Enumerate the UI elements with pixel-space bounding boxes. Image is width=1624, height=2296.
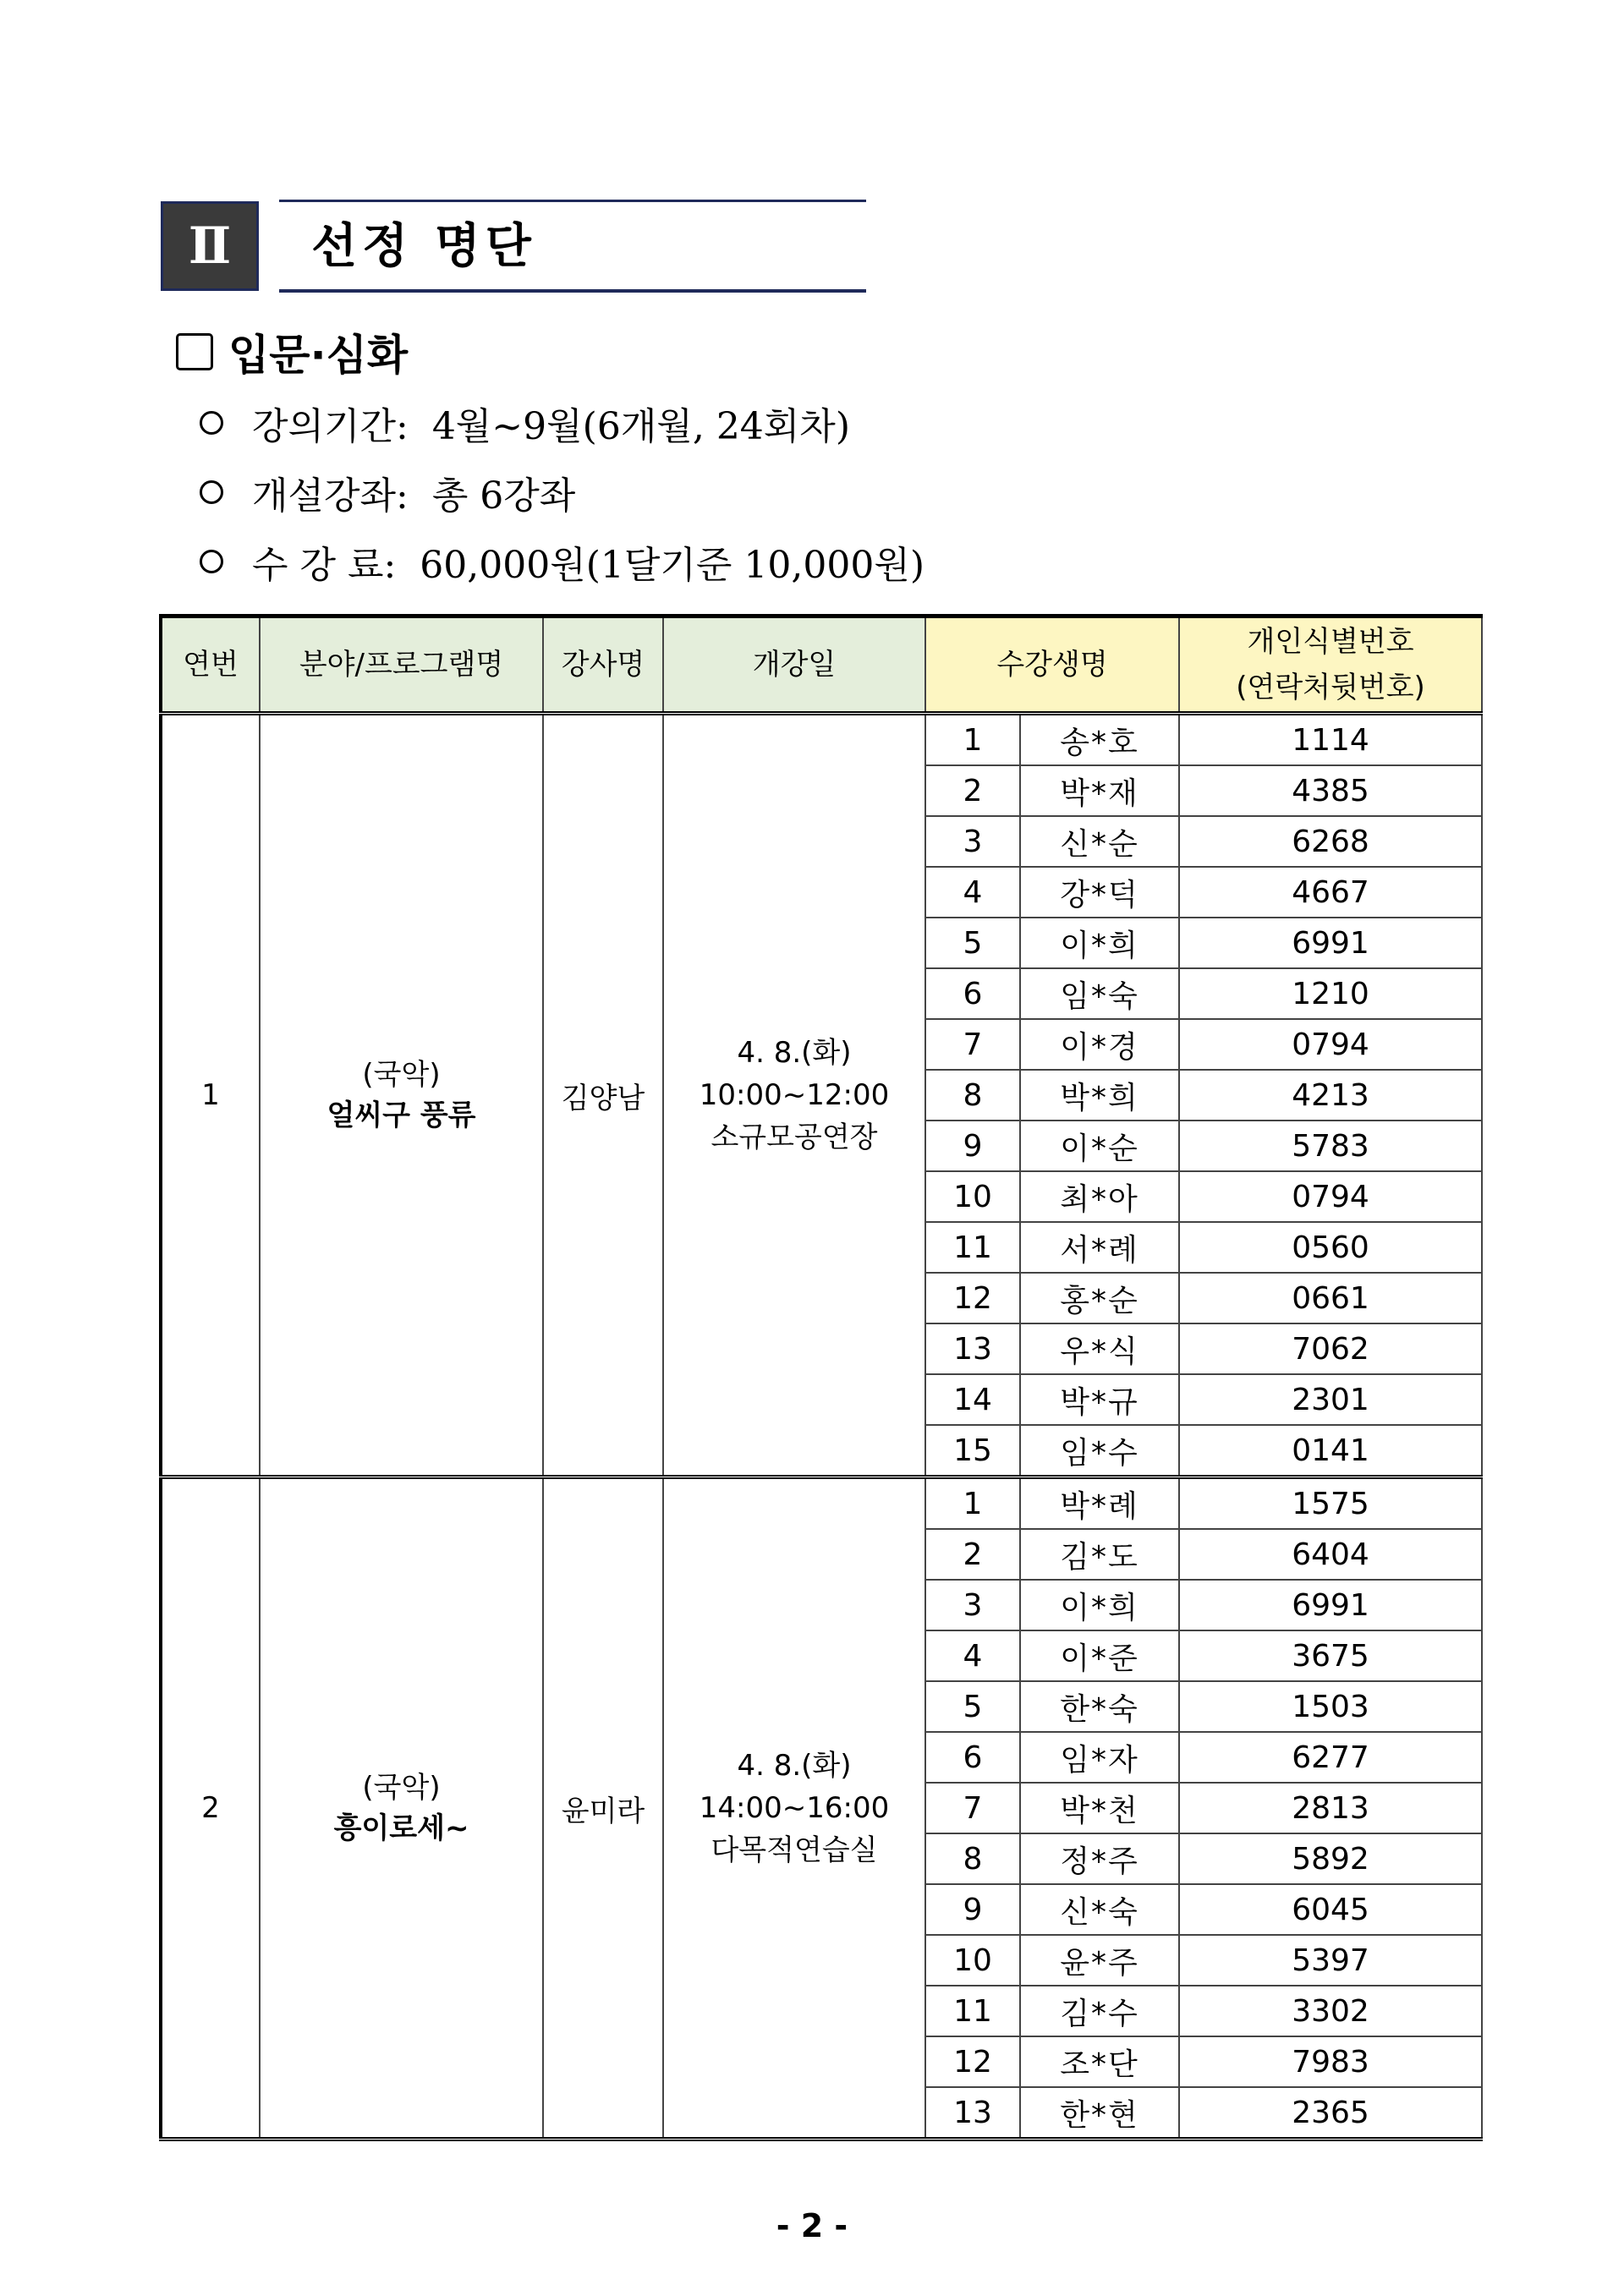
student-number: 13 [925, 1323, 1020, 1374]
student-id: 0794 [1179, 1019, 1482, 1070]
student-id: 1503 [1179, 1681, 1482, 1732]
opening-cell [663, 1477, 925, 2140]
student-name: 최*아 [1020, 1171, 1179, 1222]
instructor-cell [543, 1477, 663, 2140]
student-number: 7 [925, 1019, 1020, 1070]
student-number: 4 [925, 867, 1020, 918]
student-number: 11 [925, 1986, 1020, 2036]
circle-bullet-icon [200, 480, 223, 504]
student-name: 이*희 [1020, 1580, 1179, 1630]
student-number: 10 [925, 1935, 1020, 1986]
student-name: 신*순 [1020, 816, 1179, 867]
student-name: 박*천 [1020, 1783, 1179, 1833]
student-number: 13 [925, 2087, 1020, 2140]
student-id: 0794 [1179, 1171, 1482, 1222]
student-name: 박*규 [1020, 1374, 1179, 1425]
student-name: 이*순 [1020, 1121, 1179, 1171]
student-name: 박*재 [1020, 765, 1179, 816]
instructor-name: 김양남 [561, 1081, 645, 1115]
student-name: 신*숙 [1020, 1884, 1179, 1935]
instructor-name: 윤미라 [561, 1794, 645, 1828]
student-id: 4667 [1179, 867, 1482, 918]
student-number: 9 [925, 1884, 1020, 1935]
student-number: 1 [925, 1477, 1020, 1530]
student-id: 6404 [1179, 1529, 1482, 1580]
header-opening: 개강일 [663, 616, 925, 714]
opening-time: 14:00~16:00 [699, 1791, 890, 1825]
student-name: 조*단 [1020, 2036, 1179, 2087]
header-program: 분야/프로그램명 [260, 616, 543, 714]
header-instructor: 강사명 [543, 616, 663, 714]
student-id: 3302 [1179, 1986, 1482, 2036]
student-number: 6 [925, 968, 1020, 1019]
header-no: 연번 [161, 616, 260, 714]
program-cell [260, 1477, 543, 2140]
student-number: 5 [925, 1681, 1020, 1732]
header-id-line1: 개인식별번호 [1247, 625, 1414, 659]
student-number: 12 [925, 1273, 1020, 1323]
program-cell [260, 714, 543, 1477]
section-number-badge: Ⅱ [161, 201, 259, 291]
student-number: 5 [925, 918, 1020, 968]
student-name: 이*경 [1020, 1019, 1179, 1070]
student-id: 3675 [1179, 1630, 1482, 1681]
student-number: 10 [925, 1171, 1020, 1222]
program-category: (국악) [362, 1058, 441, 1092]
student-id: 0560 [1179, 1222, 1482, 1273]
student-number: 9 [925, 1121, 1020, 1171]
table-row [161, 1477, 1482, 1530]
opening-time: 10:00~12:00 [699, 1078, 890, 1112]
group-number: 1 [201, 1078, 220, 1112]
student-id: 2365 [1179, 2087, 1482, 2140]
student-id: 4385 [1179, 765, 1482, 816]
header-id [1179, 616, 1482, 714]
student-name: 윤*주 [1020, 1935, 1179, 1986]
subsection-title: 입문·심화 [228, 331, 409, 380]
student-number: 3 [925, 816, 1020, 867]
opening-place: 다목적연습실 [710, 1833, 878, 1867]
page-number: - 2 - [776, 2207, 848, 2244]
student-number: 8 [925, 1070, 1020, 1121]
header-students: 수강생명 [925, 616, 1179, 714]
bullet-text: 강의기간: 4월~9월(6개월, 24회차) [252, 405, 850, 448]
student-id: 6991 [1179, 918, 1482, 968]
student-id: 6991 [1179, 1580, 1482, 1630]
section-title: 선정 명단 [311, 219, 536, 274]
student-number: 3 [925, 1580, 1020, 1630]
student-name: 이*준 [1020, 1630, 1179, 1681]
section-heading [161, 200, 868, 294]
student-name: 강*덕 [1020, 867, 1179, 918]
student-id: 1575 [1179, 1477, 1482, 1530]
student-number: 8 [925, 1833, 1020, 1884]
student-id: 5397 [1179, 1935, 1482, 1986]
student-name: 임*숙 [1020, 968, 1179, 1019]
square-bullet-icon [176, 333, 213, 370]
student-name: 김*도 [1020, 1529, 1179, 1580]
student-name: 박*희 [1020, 1070, 1179, 1121]
subsection-heading [176, 326, 409, 380]
student-id: 0141 [1179, 1425, 1482, 1477]
student-number: 4 [925, 1630, 1020, 1681]
header-id-line2: (연락처뒷번호) [1236, 671, 1425, 704]
student-id: 2301 [1179, 1374, 1482, 1425]
student-number: 14 [925, 1374, 1020, 1425]
bullet-item [200, 467, 575, 518]
student-id: 7062 [1179, 1323, 1482, 1374]
student-name: 임*자 [1020, 1732, 1179, 1783]
opening-date: 4. 8.(화) [737, 1749, 852, 1783]
student-number: 15 [925, 1425, 1020, 1477]
student-number: 12 [925, 2036, 1020, 2087]
group-number-cell [161, 714, 260, 1477]
bullet-text: 개설강좌: 총 6강좌 [252, 474, 576, 518]
student-name: 한*숙 [1020, 1681, 1179, 1732]
table-body [161, 714, 1482, 2140]
instructor-cell [543, 714, 663, 1477]
group-number-cell [161, 1477, 260, 2140]
section-rule-bottom [279, 289, 866, 293]
student-name: 임*수 [1020, 1425, 1179, 1477]
student-name: 서*례 [1020, 1222, 1179, 1273]
student-id: 6268 [1179, 816, 1482, 867]
section-rule-top [279, 200, 866, 202]
student-number: 6 [925, 1732, 1020, 1783]
student-number: 11 [925, 1222, 1020, 1273]
student-id: 6045 [1179, 1884, 1482, 1935]
student-number: 2 [925, 765, 1020, 816]
bullet-text: 수 강 료: 60,000원(1달기준 10,000원) [252, 544, 925, 587]
student-id: 1114 [1179, 714, 1482, 766]
program-name: 얼씨구 풍류 [326, 1099, 476, 1132]
student-name: 우*식 [1020, 1323, 1179, 1374]
student-id: 1210 [1179, 968, 1482, 1019]
student-id: 5783 [1179, 1121, 1482, 1171]
opening-cell [663, 714, 925, 1477]
group-number: 2 [201, 1791, 220, 1825]
student-name: 한*현 [1020, 2087, 1179, 2140]
circle-bullet-icon [200, 411, 223, 435]
opening-place: 소규모공연장 [710, 1121, 878, 1154]
student-name: 홍*순 [1020, 1273, 1179, 1323]
student-name: 박*례 [1020, 1477, 1179, 1530]
opening-date: 4. 8.(화) [737, 1036, 852, 1070]
student-name: 정*주 [1020, 1833, 1179, 1884]
bullet-item [200, 536, 924, 587]
student-name: 송*호 [1020, 714, 1179, 766]
student-number: 2 [925, 1529, 1020, 1580]
student-name: 김*수 [1020, 1986, 1179, 2036]
student-number: 1 [925, 714, 1020, 766]
student-id: 0661 [1179, 1273, 1482, 1323]
student-name: 이*희 [1020, 918, 1179, 968]
program-name: 흥이로세~ [333, 1811, 469, 1845]
program-category: (국악) [362, 1771, 441, 1805]
student-id: 2813 [1179, 1783, 1482, 1833]
student-id: 7983 [1179, 2036, 1482, 2087]
student-id: 6277 [1179, 1732, 1482, 1783]
circle-bullet-icon [200, 550, 223, 573]
student-id: 5892 [1179, 1833, 1482, 1884]
table-row [161, 714, 1482, 766]
bullet-item [200, 397, 850, 448]
table-header-row [161, 616, 1482, 714]
selection-roster-table [159, 614, 1483, 2141]
student-id: 4213 [1179, 1070, 1482, 1121]
student-number: 7 [925, 1783, 1020, 1833]
